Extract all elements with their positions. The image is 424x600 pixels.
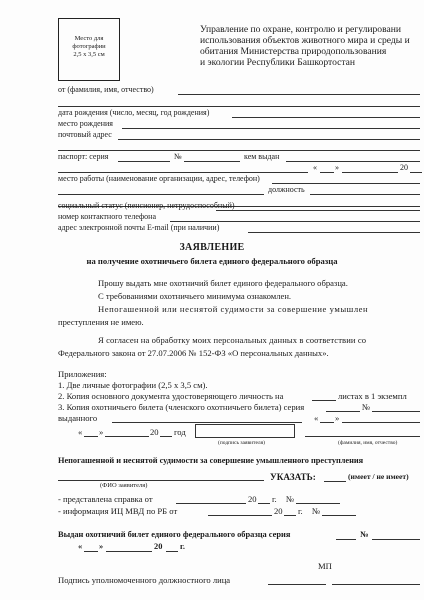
passport-month-line[interactable] <box>342 172 398 173</box>
ic-no-label: № <box>312 506 321 516</box>
issued-month-line[interactable] <box>106 551 152 552</box>
seal-placeholder: МП <box>318 561 332 571</box>
attachment-item-2: 2. Копия основного документа удостоверяющего личность на <box>58 391 284 401</box>
no-record-heading: Непогашенной и неснятой судимости за совершение умышленного преступления <box>58 456 364 465</box>
attachments-heading: Приложения: <box>58 369 107 379</box>
addressee-line1: Управление по охране, контролю и регулировани <box>200 24 402 35</box>
applicant-fio-line[interactable] <box>58 480 264 481</box>
position-line[interactable] <box>310 194 420 195</box>
passport-day-line[interactable] <box>320 172 334 173</box>
issued-by-ticket-line[interactable] <box>112 422 302 423</box>
issued-date-open-quote: « <box>78 542 83 551</box>
issued-no-line[interactable] <box>372 539 420 540</box>
signature-box[interactable] <box>195 424 295 438</box>
passport-series-label: паспорт: серия <box>58 152 109 161</box>
addressee-line4: и экологии Республики Башкортостан <box>200 57 356 69</box>
photo-caption-line2: фотографии <box>72 43 106 51</box>
record-paragraph-line2: преступления не имею. <box>58 317 144 327</box>
sign-year-line[interactable] <box>160 436 172 437</box>
ticket-date-open-quote: « <box>314 413 319 423</box>
fio-caption: (ФИО заявителя) <box>100 482 148 489</box>
photo-caption-line1: Место для <box>74 35 104 42</box>
attachment-pages-line[interactable] <box>312 400 336 401</box>
consent-paragraph-line2: Федерального закона от 27.07.2006 № 152-ФЗ «О персональных данных». <box>58 348 329 358</box>
addressee-line2: использования объектов животного мира и среды и <box>200 35 410 47</box>
request-paragraph: Прошу выдать мне охотничий билет единого федерального образца. <box>98 278 348 288</box>
official-signature-line[interactable] <box>268 584 326 585</box>
position-label: должность <box>268 185 305 194</box>
email-line[interactable] <box>248 232 420 233</box>
attachment-item-2-tail: листах в 1 экземпл <box>338 391 407 401</box>
sign-month-line[interactable] <box>105 436 149 437</box>
phone-line[interactable] <box>170 221 420 222</box>
photo-caption-line3: 2,5 х 3,5 см <box>73 51 105 59</box>
signature-caption: (подпись заявителя) <box>218 440 266 446</box>
passport-no-label: № <box>174 152 182 161</box>
indicate-label: УКАЗАТЬ: <box>270 472 316 482</box>
passport-year-prefix: 20 <box>400 163 408 172</box>
indicate-line[interactable] <box>324 481 346 482</box>
ic-year-line[interactable] <box>284 515 296 516</box>
birth-date-line[interactable] <box>232 117 420 118</box>
from-line[interactable] <box>178 94 420 95</box>
name-caption: (фамилия, имя, отчество) <box>338 440 398 446</box>
issued-no-label: № <box>360 530 369 539</box>
issued-year-line[interactable] <box>166 551 178 552</box>
certificate-date-line[interactable] <box>176 503 246 504</box>
applicant-name-line[interactable] <box>305 436 420 437</box>
official-signature-label: Подпись уполномоченного должностного лица <box>58 575 231 585</box>
ticket-no-line[interactable] <box>372 411 420 412</box>
passport-year-line[interactable] <box>410 172 422 173</box>
ticket-series-line[interactable] <box>326 411 360 412</box>
postal-address-line[interactable] <box>118 139 420 140</box>
passport-series-line[interactable] <box>118 161 170 162</box>
issued-label: выданного <box>58 413 98 423</box>
ticket-month-line[interactable] <box>342 422 420 423</box>
issued-ticket-label: Выдан охотничий билет единого федерального образца серия <box>58 530 291 539</box>
issued-by-label: кем выдан <box>244 152 280 161</box>
record-paragraph-line1: Непогашенной или неснятой судимости за совершение умышлен <box>98 304 369 314</box>
ic-no-line[interactable] <box>322 515 356 516</box>
phone-label: номер контактного телефона <box>58 212 156 221</box>
certificate-no-line[interactable] <box>296 503 340 504</box>
ticket-date-close-quote: » <box>335 413 340 423</box>
sign-date-close-quote: » <box>99 427 104 437</box>
email-label: адрес электронной почты E-mail (при наличии) <box>58 223 220 232</box>
ic-year-prefix: 20 <box>274 506 283 516</box>
document-subtitle: на получение охотничьего билета единого федерального образца <box>86 256 338 266</box>
ic-date-line[interactable] <box>208 515 272 516</box>
addressee-line3: обитания Министерства природопользования <box>200 46 387 58</box>
issued-by-line-2[interactable] <box>58 172 308 173</box>
social-status-line[interactable] <box>216 210 420 211</box>
official-name-line[interactable] <box>332 584 420 585</box>
from-label: от (фамилия, имя, отчество) <box>58 85 154 94</box>
sign-date-open-quote: « <box>78 427 83 437</box>
issued-series-line[interactable] <box>336 539 356 540</box>
certificate-label: - представлена справка от <box>58 494 153 504</box>
birth-place-label: место рождения <box>58 119 113 128</box>
certificate-no-label: № <box>286 494 295 504</box>
addressee-block <box>200 24 424 68</box>
sign-year-prefix: 20 <box>150 427 159 437</box>
birth-date-label: дата рождения (число, месяц, год рождения) <box>58 108 210 117</box>
consent-paragraph-line1: Я согласен на обработку моих персональных данных в соответствии со <box>98 335 367 345</box>
minimum-paragraph: С требованиями охотничьего минимума ознакомлен. <box>98 291 292 301</box>
workplace-line[interactable] <box>272 183 420 184</box>
workplace-line-2[interactable] <box>58 194 264 195</box>
issued-year-suffix: г. <box>180 542 185 551</box>
issued-day-line[interactable] <box>84 551 98 552</box>
sign-day-line[interactable] <box>84 436 98 437</box>
document-title: ЗАЯВЛЕНИЕ <box>179 242 245 253</box>
certificate-year-prefix: 20 <box>248 494 257 504</box>
postal-address-line-2[interactable] <box>58 150 420 151</box>
photo-placeholder <box>58 18 120 81</box>
ic-year-suffix: г. <box>298 506 303 516</box>
from-line-2[interactable] <box>58 106 420 107</box>
issued-year-prefix: 20 <box>154 542 163 551</box>
workplace-label: место работы (наименование организации, адрес, телефон) <box>58 174 260 183</box>
certificate-year-suffix: г. <box>272 494 277 504</box>
issued-by-line[interactable] <box>286 161 420 162</box>
passport-no-line[interactable] <box>184 161 240 162</box>
ticket-no-label: № <box>362 402 371 412</box>
ticket-day-line[interactable] <box>320 422 334 423</box>
birth-place-line[interactable] <box>122 128 420 129</box>
attachment-item-1: 1. Две личные фотографии (2,5 х 3,5 см). <box>58 380 208 390</box>
postal-address-label: почтовый адрес <box>58 130 112 139</box>
attachment-item-3: 3. Копия охотничьего билета (членского охотничьего билета) серия <box>58 402 305 412</box>
has-hasnot-label: (имеет / не имеет) <box>348 472 409 481</box>
issued-date-close-quote: » <box>99 542 104 551</box>
passport-date-close-quote: » <box>335 163 339 172</box>
certificate-year-line[interactable] <box>258 503 270 504</box>
passport-date-open-quote: « <box>313 163 317 172</box>
ic-mvd-label: - информация ИЦ МВД по РБ от <box>58 506 178 516</box>
social-status-label: социальный статус (пенсионер, нетрудоспособный) <box>58 201 235 210</box>
sign-year-suffix: год <box>174 427 186 437</box>
